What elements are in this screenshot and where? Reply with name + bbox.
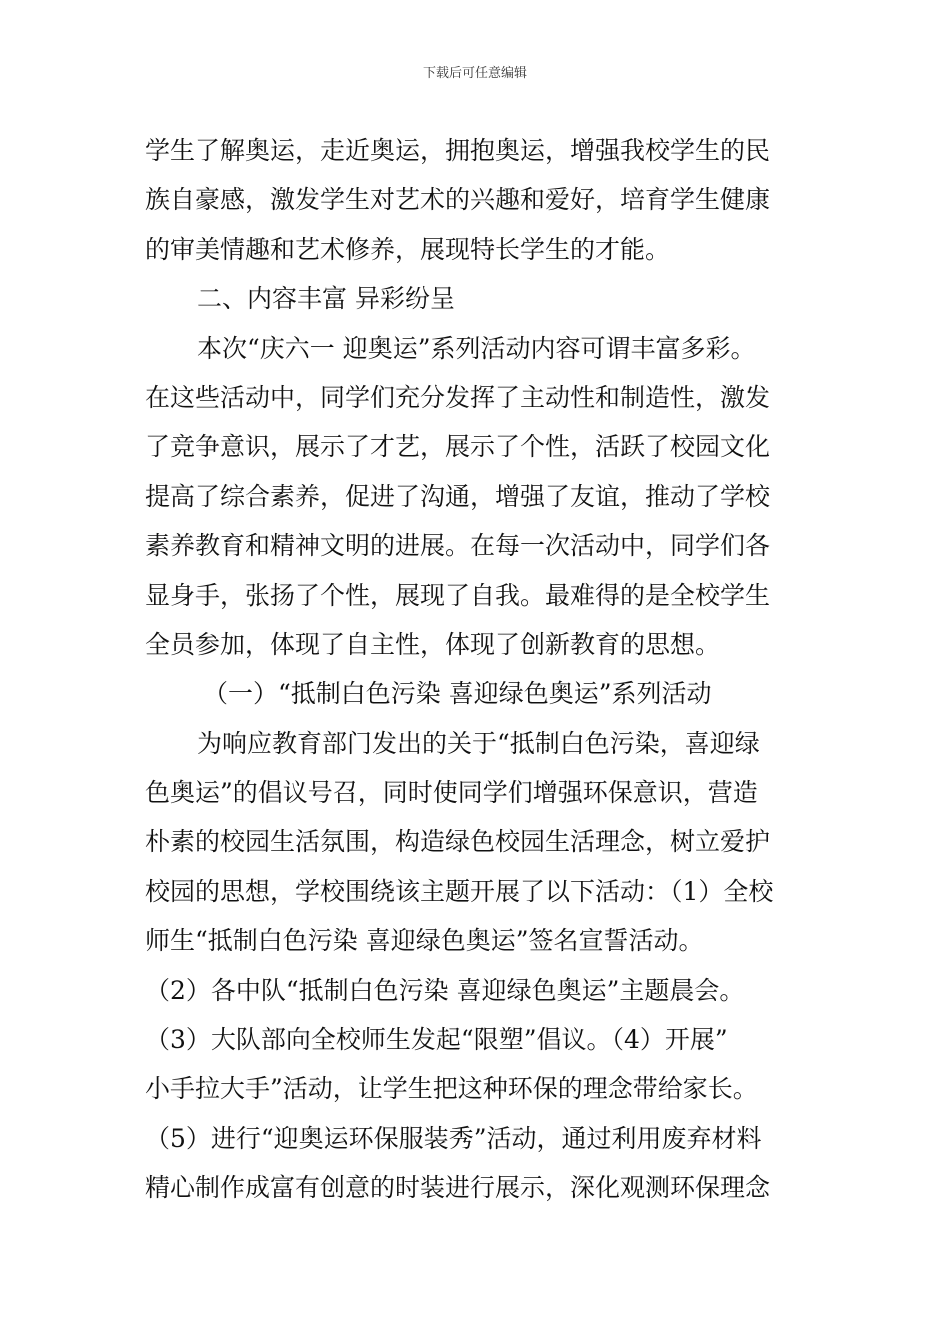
text-line: 的审美情趣和艺术修养，展现特长学生的才能。 bbox=[145, 234, 671, 264]
text-line: 师生“抵制白色污染 喜迎绿色奥运”签名宣誓活动。 bbox=[145, 926, 704, 956]
text-line: （5）进行“迎奥运环保服装秀”活动，通过利用废弃材料 bbox=[145, 1123, 762, 1153]
text-line: 学生了解奥运，走近奥运，拥抱奥运，增强我校学生的民 bbox=[145, 136, 771, 165]
body-text bbox=[145, 126, 815, 1213]
text-line: 全员参加，体现了自主性，体现了创新教育的思想。 bbox=[145, 629, 721, 659]
text-line: （3）大队部向全校师生发起“限塑”倡议。（4）开展” bbox=[145, 1025, 728, 1055]
text-line: 为响应教育部门发出的关于“抵制白色污染，喜迎绿 bbox=[197, 728, 760, 758]
text-line: 色奥运”的倡议号召，同时使同学们增强环保意识，营造 bbox=[145, 778, 758, 808]
text-line: 精心制作成富有创意的时装进行展示，深化观测环保理念 bbox=[145, 1173, 771, 1203]
text-line: 族自豪感，激发学生对艺术的兴趣和爱好，培育学生健康 bbox=[145, 185, 771, 215]
text-line: 了竞争意识，展示了才艺，展示了个性，活跃了校园文化 bbox=[145, 432, 771, 462]
text-line: 校园的思想，学校围绕该主题开展了以下活动：（1）全校 bbox=[145, 876, 774, 906]
text-line: （2）各中队“抵制白色污染 喜迎绿色奥运”主题晨会。 bbox=[145, 975, 745, 1005]
text-line: 朴素的校园生活氛围，构造绿色校园生活理念，树立爱护 bbox=[145, 827, 771, 857]
text-line: 提高了综合素养，促进了沟通，增强了友谊，推动了学校 bbox=[145, 481, 771, 511]
text-line: （一）“抵制白色污染 喜迎绿色奥运”系列活动 bbox=[203, 679, 712, 709]
text-line: 素养教育和精神文明的进展。在每一次活动中，同学们各 bbox=[145, 531, 771, 561]
text-line: 显身手，张扬了个性，展现了自我。最难得的是全校学生 bbox=[145, 580, 771, 610]
text-line: 本次“庆六一 迎奥运”系列活动内容可谓丰富多彩。 bbox=[197, 333, 756, 363]
text-line: 在这些活动中，同学们充分发挥了主动性和制造性，激发 bbox=[145, 382, 771, 412]
text-line: 小手拉大手”活动，让学生把这种环保的理念带给家长。 bbox=[145, 1074, 758, 1104]
text-line: 二、内容丰富 异彩纷呈 bbox=[197, 284, 455, 314]
page-header: 下载后可任意编辑 bbox=[422, 66, 527, 81]
